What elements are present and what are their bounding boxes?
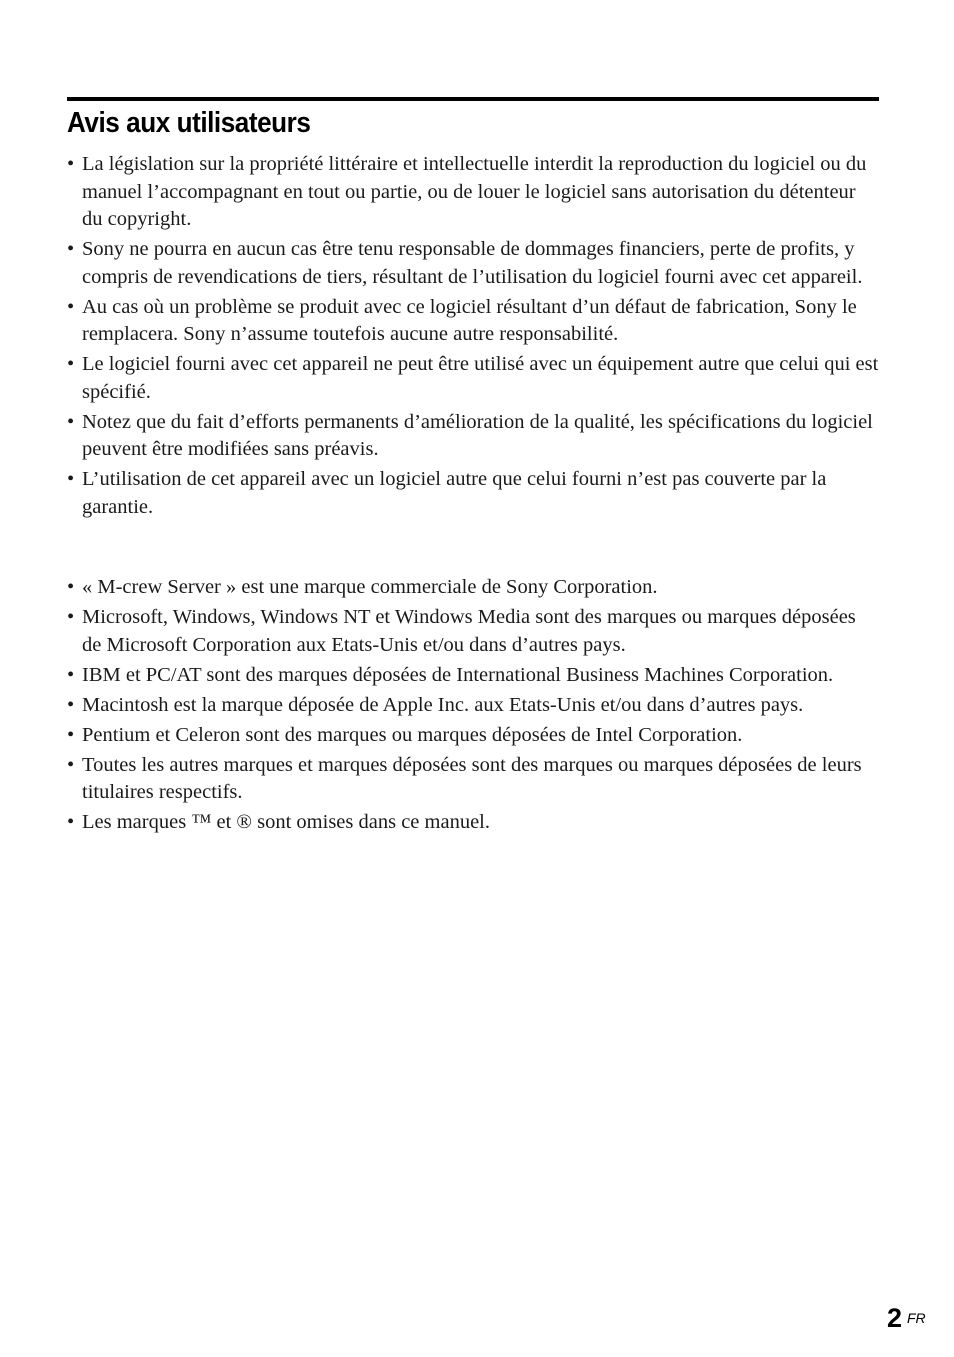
notice-item bbox=[67, 151, 879, 234]
bullet: • bbox=[67, 663, 75, 686]
bullet: • bbox=[67, 693, 75, 716]
page-number: 2 bbox=[887, 1303, 903, 1333]
bullet: • bbox=[67, 606, 75, 628]
notice-item bbox=[67, 236, 879, 291]
trademark-item bbox=[67, 604, 879, 659]
bullet: • bbox=[67, 153, 75, 175]
notice-item bbox=[67, 294, 879, 349]
notice-item-text: Sony ne pourra en aucun cas être tenu responsable de dommages financiers, perte de profits, y compris de revendications de tiers, résultant de l’utilisation du logiciel fourni avec cet appareil. bbox=[82, 238, 863, 288]
trademark-item-text: Pentium et Celeron sont des marques ou marques déposées de Intel Corporation. bbox=[82, 723, 743, 746]
bullet: • bbox=[67, 238, 75, 260]
notice-item bbox=[67, 351, 879, 406]
bullet: • bbox=[67, 811, 75, 833]
bullet: • bbox=[67, 353, 75, 375]
trademark-item-text: « M-crew Server » est une marque commerciale de Sony Corporation. bbox=[82, 576, 658, 598]
trademark-item-text: Les marques ™ et ® sont omises dans ce manuel. bbox=[82, 811, 490, 833]
trademark-item bbox=[67, 809, 879, 837]
notice-list bbox=[67, 151, 879, 524]
bullet: • bbox=[67, 295, 75, 318]
notice-item-text: Notez que du fait d’efforts permanents d’amélioration de la qualité, les spécifications du logiciel peuvent être modifiées sans préavis. bbox=[82, 410, 873, 460]
notice-item-text: Au cas où un problème se produit avec ce logiciel résultant d’un défaut de fabrication, Sony le remplacera. Sony n’assume toutefois aucune autre responsabilité. bbox=[82, 295, 857, 345]
page-language-code: FR bbox=[907, 1310, 926, 1326]
bullet: • bbox=[67, 410, 75, 433]
bullet: • bbox=[67, 753, 75, 776]
trademark-item bbox=[67, 722, 879, 750]
trademark-item-text: Macintosh est la marque déposée de Apple Inc. aux Etats-Unis et/ou dans d’autres pays. bbox=[82, 693, 804, 716]
trademark-item-text: Microsoft, Windows, Windows NT et Windows Media sont des marques ou marques déposées de Microsoft Corporation aux Etats-Unis et/ou dans d’autres pays. bbox=[82, 606, 856, 656]
notice-item-text: La législation sur la propriété littéraire et intellectuelle interdit la reproduction du logiciel ou du manuel l’accompagnant en tout ou partie, ou de louer le logiciel sans autorisation du détenteur du copyright. bbox=[82, 153, 867, 230]
trademark-item-text: Toutes les autres marques et marques déposées sont des marques ou marques déposées de leurs titulaires respectifs. bbox=[82, 753, 862, 803]
trademark-item bbox=[67, 692, 879, 720]
bullet: • bbox=[67, 576, 75, 598]
trademark-item bbox=[67, 662, 879, 690]
trademark-item bbox=[67, 574, 879, 602]
section-rule bbox=[67, 97, 879, 101]
section-title: Avis aux utilisateurs bbox=[67, 107, 311, 139]
notice-item bbox=[67, 409, 879, 464]
bullet: • bbox=[67, 723, 75, 746]
trademark-item-text: IBM et PC/AT sont des marques déposées de International Business Machines Corporation. bbox=[82, 663, 834, 686]
notice-item-text: Le logiciel fourni avec cet appareil ne peut être utilisé avec un équipement autre que celui qui est spécifié. bbox=[82, 353, 879, 403]
bullet: • bbox=[67, 468, 75, 490]
notice-item-text: L’utilisation de cet appareil avec un logiciel autre que celui fourni n’est pas couverte par la garantie. bbox=[82, 468, 827, 518]
trademark-item bbox=[67, 752, 879, 807]
trademark-list bbox=[67, 574, 879, 839]
notice-item bbox=[67, 466, 879, 521]
